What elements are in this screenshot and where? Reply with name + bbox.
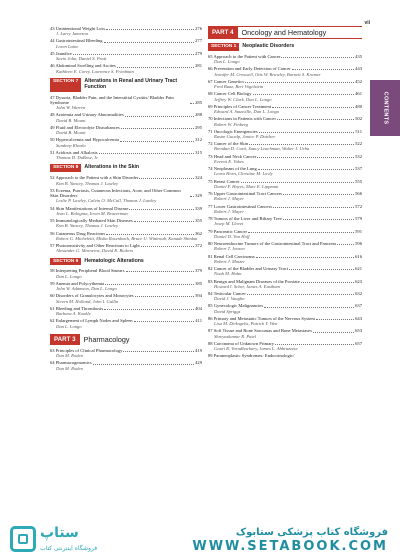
toc-entry[interactable]	[208, 154, 362, 165]
chapter-page: 591	[355, 228, 362, 234]
chapter-title: 61 Bleeding and Thrombosis	[50, 305, 104, 311]
watermark-banner	[0, 514, 400, 560]
chapter-page: 532	[355, 153, 362, 159]
chapter-authors: Dan L. Longo	[214, 59, 240, 65]
chapter-page: 555	[355, 178, 362, 184]
section-title: Alterations in Renal and Urinary Tract Function	[84, 78, 178, 90]
chapter-page: 385	[195, 280, 202, 286]
chapter-page: 315	[195, 149, 202, 155]
chapter-title: 79 Pancreatic Cancer	[208, 228, 248, 234]
dot-leader	[190, 103, 194, 104]
dot-leader	[93, 364, 194, 365]
chapter-title: 57 Photosensitivity and Other Reactions to Light	[50, 242, 140, 248]
side-tab-label: CONTENTS	[382, 91, 388, 125]
part-title: Pharmacology	[83, 334, 130, 344]
chapter-authors: Robert J. Mayer	[214, 196, 244, 202]
chapter-page: 621	[355, 266, 362, 272]
chapter-title: 56 Cutaneous Drug Reactions	[50, 230, 105, 236]
chapter-title: 60 Disorders of Granulocytes and Monocytes	[50, 293, 134, 299]
chapter-title: 88 Carcinoma of Unknown Primary	[208, 340, 275, 346]
dot-leader	[256, 257, 355, 258]
dot-leader	[106, 234, 194, 235]
dot-leader	[301, 282, 354, 283]
chapter-page: 511	[355, 128, 362, 134]
dot-leader	[135, 296, 195, 297]
chapter-title: 83 Benign and Malignant Diseases of the Prostate	[208, 278, 300, 284]
chapter-page: 276	[195, 26, 202, 31]
chapter-title: 76 Upper Gastrointestinal Tract Cancers	[208, 191, 282, 197]
toc-entry[interactable]	[50, 137, 202, 148]
chapter-title: 46 Abdominal Swelling and Ascites	[50, 63, 116, 69]
chapter-title: 69 Principles of Cancer Treatment	[208, 103, 272, 109]
toc-entry[interactable]	[50, 150, 202, 161]
setabook-logo-icon	[10, 526, 36, 552]
chapter-page: 419	[195, 347, 202, 353]
dot-leader	[134, 321, 195, 322]
section-label: SECTION 9	[50, 258, 81, 266]
chapter-authors: Alexander G. Marneros, David R. Bickers	[56, 248, 134, 254]
chapter-page: 632	[355, 291, 362, 296]
chapter-authors: Robert G. Micheletti, Misha Rosenbach, Bruce U. Wintroub, Kanade Shinkai	[56, 235, 198, 241]
toc-entry[interactable]	[208, 266, 362, 277]
dot-leader	[337, 244, 354, 245]
dot-leader	[104, 42, 195, 43]
dot-leader	[129, 209, 194, 210]
dot-leader	[139, 178, 194, 179]
chapter-page: 429	[195, 360, 202, 366]
chapter-authors: Thomas D. DuBose, Jr.	[56, 155, 99, 161]
chapter-authors: Dan M. Roden	[56, 353, 83, 359]
chapter-title: 73 Head and Neck Cancer	[208, 153, 257, 159]
chapter-title: 71 Oncologic Emergencies	[208, 128, 258, 134]
chapter-page: 394	[195, 293, 202, 299]
chapter-title: 54 Skin Manifestations of Internal Disease	[50, 205, 129, 211]
dot-leader	[134, 221, 194, 222]
chapter-title: 81 Renal Cell Carcinoma	[208, 253, 255, 259]
chapter-authors: Daniel F. Hayes, Marc E. Lippman	[214, 183, 279, 189]
toc-entry[interactable]	[50, 95, 202, 111]
dot-leader	[141, 246, 194, 247]
chapter-page: 329	[195, 193, 202, 199]
dot-leader	[289, 269, 354, 270]
chapter-authors: David Spriggs	[214, 308, 241, 314]
chapter-page: 522	[355, 141, 362, 147]
dot-leader	[190, 196, 194, 197]
chapter-authors: Dan L. Longo	[56, 273, 82, 279]
dot-leader	[264, 307, 354, 308]
toc-entry[interactable]	[50, 63, 202, 74]
dot-leader	[73, 54, 194, 55]
toc-entry[interactable]	[50, 125, 202, 136]
toc-entry[interactable]	[50, 206, 202, 217]
chapter-authors: Leora Horn, Christine M. Lovly	[214, 171, 273, 177]
toc-entry[interactable]	[208, 328, 362, 339]
chapter-authors: Jean L. Bolognia, Irwin M. Braverman	[56, 210, 128, 216]
chapter-authors: Loren Laine	[56, 43, 79, 49]
chapter-title: 44 Gastrointestinal Bleeding	[50, 38, 103, 44]
chapter-page: 657	[355, 340, 362, 346]
toc-entry[interactable]	[50, 218, 202, 229]
toc-entry[interactable]	[208, 54, 362, 65]
part-title: Oncology and Hematology	[241, 28, 327, 37]
section-label: SECTION 1	[208, 43, 239, 51]
dot-leader	[117, 67, 194, 68]
section-label: SECTION 8	[50, 164, 81, 172]
chapter-authors: Brendan D. Curti, Sancy Leachman, Walter J. Urba	[214, 146, 310, 152]
chapter-title: 50 Hypercalcemia and Hypocalcemia	[50, 137, 120, 143]
dot-leader	[104, 309, 194, 310]
chapter-authors: Daniel D. Von Hoff	[214, 233, 250, 239]
toc-entry[interactable]	[208, 279, 362, 290]
dot-leader	[106, 29, 194, 30]
toc-entry[interactable]	[50, 188, 202, 204]
chapter-authors: Lisa M. DeAngelis, Patrick Y. Wen	[214, 321, 278, 327]
toc-entry[interactable]	[50, 348, 202, 359]
toc-left-column	[50, 26, 202, 373]
contents-side-tab[interactable]	[370, 80, 400, 136]
toc-entry[interactable]	[208, 104, 362, 115]
toc-entry[interactable]	[208, 191, 362, 202]
chapter-title: 51 Acidosis and Alkalosis	[50, 149, 98, 155]
dot-leader	[292, 69, 354, 70]
dot-leader	[123, 351, 194, 352]
dot-leader	[275, 344, 354, 345]
chapter-page: 623	[355, 278, 362, 284]
dot-leader	[313, 332, 354, 333]
chapter-authors: Howard I. Scher, James A. Eastham	[214, 283, 280, 289]
dot-leader	[277, 119, 354, 120]
chapter-authors: Steven M. Holland, John I. Gallin	[56, 298, 119, 304]
toc-entry[interactable]	[50, 112, 202, 123]
toc-entry[interactable]	[50, 26, 202, 37]
dot-leader	[257, 157, 354, 158]
chapter-title: 58 Interpreting Peripheral Blood Smears	[50, 268, 125, 274]
section-title: Hematologic Alterations	[84, 257, 144, 264]
chapter-authors: Leslie P. Lawley, Calvin O. McCall, Thomas J. Lawley	[56, 198, 157, 204]
chapter-page: 285	[195, 99, 202, 105]
toc-entry[interactable]	[50, 306, 202, 317]
chapter-page: 572	[355, 203, 362, 209]
dot-leader	[245, 82, 354, 83]
chapter-title: 84 Testicular Cancer	[208, 291, 246, 296]
dot-leader	[272, 107, 354, 108]
dot-leader	[241, 182, 354, 183]
dot-leader	[283, 194, 354, 195]
chapter-title: 87 Soft Tissue and Bone Sarcomas and Bone Metastases	[208, 328, 312, 334]
chapter-title: 68 Cancer Cell Biology	[208, 91, 252, 97]
chapter-authors: Sundeep Khosla	[56, 142, 86, 148]
chapter-authors: Robert J. Mayer	[214, 208, 244, 214]
chapter-page: 616	[355, 253, 362, 259]
chapter-authors: J. Larry Jameson	[56, 31, 89, 37]
chapter-page: 579	[355, 216, 362, 222]
toc-entry[interactable]	[50, 281, 202, 292]
toc-entry[interactable]	[208, 79, 362, 90]
toc-entry[interactable]	[50, 318, 202, 329]
page-number: vii	[364, 20, 370, 26]
chapter-title: 80 Neuroendocrine Tumors of the Gastrointestinal Tract and Pancreas	[208, 241, 337, 247]
logo-text: ستاپ	[40, 525, 79, 541]
chapter-page: 461	[355, 91, 362, 97]
toc-entry[interactable]	[208, 316, 362, 327]
part-header[interactable]	[50, 334, 202, 345]
toc-entry[interactable]	[208, 353, 362, 358]
part-label: PART 3	[50, 334, 80, 345]
dot-leader	[247, 294, 354, 295]
chapter-authors: Noah M. Hahn	[214, 271, 242, 277]
site-title: فروشگاه کتاب پزشکی ستابوک	[235, 527, 388, 538]
chapter-title: 47 Dysuria, Bladder Pain, and the Interstitial Cystitis/ Bladder Pain Syndrome	[50, 94, 174, 105]
chapter-authors: Dan L. Longo	[56, 323, 82, 329]
section-header[interactable]	[50, 78, 202, 92]
chapter-authors: David B. Mount	[56, 130, 86, 136]
chapter-page: 279	[195, 50, 202, 56]
chapter-authors: Edward A. Sausville, Dan L. Longo	[214, 109, 280, 115]
dot-leader	[253, 94, 355, 95]
chapter-title: 67 Cancer Genetics	[208, 78, 244, 84]
chapter-authors: Barbara A. Konkle	[56, 311, 91, 317]
chapter-page: 355	[195, 218, 202, 224]
chapter-title: 55 Immunologically Mediated Skin Diseases	[50, 218, 133, 224]
toc-entry[interactable]	[208, 179, 362, 190]
dot-leader	[283, 219, 354, 220]
chapter-authors: John W. Adamson, Dan L. Longo	[56, 286, 117, 292]
site-url[interactable]: WWW.SETABOOK.COM	[192, 539, 388, 554]
chapter-page: 537	[355, 166, 362, 172]
chapter-page: 312	[195, 137, 202, 143]
dot-leader	[316, 319, 354, 320]
chapter-title: 82 Cancer of the Bladder and Urinary Tract	[208, 266, 288, 272]
dot-leader	[281, 57, 354, 58]
toc-entry[interactable]	[208, 204, 362, 215]
dot-leader	[121, 128, 194, 129]
chapter-authors: Dan M. Roden	[56, 365, 83, 371]
chapter-page: 411	[195, 318, 202, 324]
chapter-title: 74 Neoplasms of the Lung	[208, 166, 257, 172]
chapter-page: 404	[195, 305, 202, 311]
chapter-page: 502	[355, 116, 362, 122]
chapter-page: 372	[195, 242, 202, 248]
part-label: PART 4	[208, 27, 238, 38]
toc-entry[interactable]	[50, 175, 202, 186]
chapter-page: 480	[355, 103, 362, 109]
toc-entry[interactable]	[50, 38, 202, 49]
toc-right-column	[208, 26, 362, 361]
chapter-title: 85 Gynecologic Malignancies	[208, 303, 264, 309]
chapter-page: 339	[195, 205, 202, 211]
toc-entry[interactable]	[50, 268, 202, 279]
dot-leader	[120, 141, 194, 142]
dot-leader	[125, 116, 194, 117]
chapter-title: 43 Unintentional Weight Loss	[50, 26, 106, 31]
section-label: SECTION 7	[50, 78, 81, 92]
chapter-authors: Kim B. Yancey, Thomas J. Lawley	[56, 223, 119, 229]
section-header[interactable]	[50, 258, 202, 266]
dot-leader	[249, 144, 354, 145]
toc-entry[interactable]	[50, 360, 202, 371]
toc-entry[interactable]	[208, 254, 362, 265]
section-title: Alterations in the Skin	[84, 164, 140, 171]
chapter-page: 653	[355, 328, 362, 334]
chapter-title: 49 Fluid and Electrolyte Disturbances	[50, 124, 120, 130]
chapter-authors: Kim B. Yancey, Thomas J. Lawley	[56, 180, 119, 186]
chapter-title: 89 Paraneoplastic Syndromes: Endocrinologic/	[208, 353, 295, 359]
toc-entry[interactable]	[208, 216, 362, 227]
chapter-title: 72 Cancer of the Skin	[208, 141, 249, 147]
chapter-authors: Josep M. Llovet	[214, 221, 244, 227]
chapter-page: 281	[195, 63, 202, 69]
logo-subtitle: فروشگاه اینترنتی کتاب	[40, 545, 98, 552]
section-header[interactable]	[50, 164, 202, 172]
chapter-authors: John W. Warren	[56, 105, 86, 111]
toc-entry[interactable]	[208, 229, 362, 240]
dot-leader	[258, 169, 354, 170]
toc-entry[interactable]	[208, 91, 362, 102]
chapter-page: 277	[195, 38, 202, 44]
chapter-authors: Kathleen E. Corey, Lawrence S. Friedman	[56, 68, 134, 74]
chapter-title: 86 Primary and Metastatic Tumors of the Nervous System	[208, 315, 315, 321]
dot-leader	[273, 207, 354, 208]
chapter-authors: David J. Vaughn	[214, 296, 245, 302]
toc-entry[interactable]	[208, 241, 362, 252]
chapter-title: 45 Jaundice	[50, 50, 72, 56]
chapter-page: 566	[355, 191, 362, 197]
dot-leader	[99, 153, 195, 154]
toc-entry[interactable]	[208, 166, 362, 177]
chapter-title: 63 Principles of Clinical Pharmacology	[50, 347, 123, 353]
chapter-authors: Robert J. Motzer	[214, 258, 246, 264]
toc-entry[interactable]	[50, 51, 202, 62]
toc-entry[interactable]	[50, 231, 202, 242]
chapter-authors: Jennifer M. Croswell, Otis W. Brawley, Barnett S. Kramer	[214, 71, 321, 77]
chapter-authors: Shreyaskumar R. Patel	[214, 333, 257, 339]
chapter-authors: Robert W. Finberg	[214, 121, 248, 127]
chapter-title: 65 Approach to the Patient with Cancer	[208, 53, 281, 59]
toc-entry[interactable]	[208, 303, 362, 314]
section-header[interactable]	[208, 43, 362, 51]
dot-leader	[248, 232, 354, 233]
chapter-page: 443	[355, 66, 362, 72]
toc-entry[interactable]	[208, 129, 362, 140]
chapter-title: 70 Infections in Patients with Cancer	[208, 116, 276, 122]
chapter-title: 53 Eczema, Psoriasis, Cutaneous Infections, Acne, and Other Common Skin Disorders	[50, 187, 181, 199]
chapter-page: 435	[355, 53, 362, 59]
dot-leader	[259, 132, 355, 133]
chapter-page: 379	[195, 268, 202, 274]
chapter-title: 59 Anemia and Polycythemia	[50, 280, 105, 286]
chapter-authors: David B. Mount	[56, 117, 86, 123]
chapter-authors: Gauri R. Varadhachary, James L. Abbruzzese	[214, 346, 298, 352]
chapter-page: 452	[355, 78, 362, 84]
chapter-title: 75 Breast Cancer	[208, 178, 240, 184]
chapter-title: 52 Approach to the Patient with a Skin Disorder	[50, 175, 139, 181]
chapter-authors: Rasim Gucalp, Janice P. Dutcher	[214, 134, 276, 139]
chapter-page: 643	[355, 315, 362, 321]
chapter-page: 295	[195, 124, 202, 130]
chapter-title: 66 Prevention and Early Detection of Cancer	[208, 66, 291, 72]
chapter-page: 637	[355, 303, 362, 309]
dot-leader	[105, 284, 194, 285]
chapter-authors: Savio John, Daniel S. Pratt	[56, 56, 107, 62]
dot-leader	[126, 271, 195, 272]
toc-entry[interactable]	[50, 243, 202, 254]
chapter-title: 48 Azotemia and Urinary Abnormalities	[50, 112, 124, 118]
toc-entry[interactable]	[208, 291, 362, 302]
chapter-title: 78 Tumors of the Liver and Biliary Tree	[208, 216, 282, 222]
chapter-authors: Robert T. Jensen	[214, 246, 245, 252]
toc-entry[interactable]	[50, 293, 202, 304]
toc-entry[interactable]	[208, 116, 362, 127]
chapter-page: 362	[195, 230, 202, 236]
part-header[interactable]	[208, 26, 362, 39]
chapter-authors: Everett E. Vokes	[214, 158, 244, 164]
toc-entry[interactable]	[208, 341, 362, 352]
chapter-page: 288	[195, 112, 202, 118]
chapter-title: 64 Pharmacogenomics	[50, 360, 92, 366]
section-title: Neoplastic Disorders	[242, 43, 295, 49]
chapter-authors: Jeffrey W. Clark, Dan L. Longo	[214, 96, 272, 102]
chapter-title: 62 Enlargement of Lymph Nodes and Spleen	[50, 318, 133, 324]
chapter-page: 324	[195, 175, 202, 181]
chapter-title: 77 Lower Gastrointestinal Cancers	[208, 203, 272, 209]
chapter-page: 596	[355, 241, 362, 247]
toc-entry[interactable]	[208, 66, 362, 77]
toc-entry[interactable]	[208, 141, 362, 152]
chapter-authors: Fred Bunz, Bert Vogelstein	[214, 84, 264, 90]
